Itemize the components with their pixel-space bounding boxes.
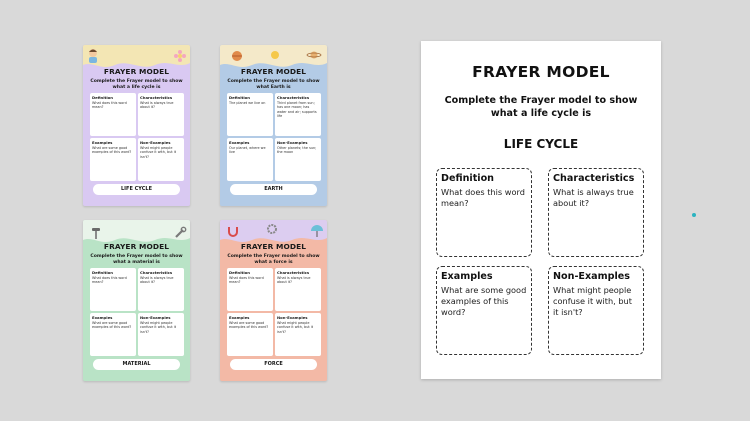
thumbnail-title: FRAYER MODEL <box>240 67 307 76</box>
sheet-definition-box <box>436 168 532 257</box>
sun-icon <box>268 47 282 59</box>
thumbnail-earth[interactable] <box>220 45 327 206</box>
nonexamples-text: What might people confuse it with, but it isn't? <box>553 285 632 317</box>
characteristics-label: Characteristics <box>277 270 310 275</box>
definition-text: What does this word mean? <box>92 276 127 285</box>
examples-box <box>227 313 273 356</box>
topic-label: FORCE <box>230 359 317 370</box>
nonexamples-text: What might people confuse it with, but it isn't? <box>140 321 177 334</box>
sheet-topic: LIFE CYCLE <box>503 137 579 151</box>
characteristics-box <box>275 93 321 136</box>
examples-text: What are some good examples of this word? <box>92 321 132 330</box>
nonexamples-label: Non-Examples <box>553 271 631 282</box>
thumbnail-subtitle: Complete the Frayer model to show what a force is <box>227 254 320 265</box>
worksheet-preview[interactable] <box>421 41 661 379</box>
characteristics-label: Characteristics <box>140 270 173 275</box>
definition-text: What does this word mean? <box>229 276 264 285</box>
thumbnail-subtitle: Complete the Frayer model to show what a material is <box>90 254 183 265</box>
cursor-dot <box>692 213 696 217</box>
examples-label: Examples <box>229 315 250 320</box>
planet-icon <box>230 49 244 63</box>
nonexamples-text: Other planets; the sun; the moon <box>277 146 317 155</box>
nonexamples-text: What might people confuse it with, but it isn't? <box>140 146 177 159</box>
magnet-icon <box>226 224 240 238</box>
definition-text: What does this word mean? <box>441 187 525 208</box>
gear-icon <box>266 223 278 235</box>
topic-label: LIFE CYCLE <box>93 184 180 195</box>
saturn-icon <box>306 49 322 61</box>
examples-label: Examples <box>229 140 250 145</box>
sheet-title: FRAYER MODEL <box>472 63 610 81</box>
definition-box <box>90 268 136 311</box>
thumbnail-title: FRAYER MODEL <box>103 242 170 251</box>
topic-label: MATERIAL <box>93 359 180 370</box>
characteristics-label: Characteristics <box>277 95 310 100</box>
topic-label: EARTH <box>230 184 317 195</box>
nonexamples-label: Non-Examples <box>140 315 171 320</box>
nonexamples-box <box>138 313 184 356</box>
examples-text: What are some good examples of this word? <box>92 146 132 155</box>
nonexamples-label: Non-Examples <box>140 140 171 145</box>
sheet-characteristics-box <box>548 168 644 257</box>
examples-label: Examples <box>441 271 493 282</box>
characteristics-text: What is always true about it? <box>277 276 311 285</box>
definition-box <box>227 93 273 136</box>
thumbnail-subtitle: Complete the Frayer model to show what Earth is <box>227 79 320 90</box>
examples-box <box>90 313 136 356</box>
examples-label: Examples <box>92 315 113 320</box>
wrench-icon <box>173 226 187 240</box>
examples-label: Examples <box>92 140 113 145</box>
definition-label: Definition <box>441 173 494 184</box>
characteristics-box <box>138 93 184 136</box>
characteristics-box <box>275 268 321 311</box>
child-illustration-icon <box>85 47 101 63</box>
sheet-nonexamples-box <box>548 266 644 355</box>
definition-label: Definition <box>229 270 250 275</box>
thumbnail-life-cycle[interactable] <box>83 45 190 206</box>
tools-icon <box>89 226 103 240</box>
flower-icon <box>173 49 187 63</box>
characteristics-text: Third planet from sun; has one moon; has water and air; supports life <box>277 101 317 118</box>
nonexamples-text: What might people confuse it with, but it isn't? <box>277 321 314 334</box>
characteristics-text: What is always true about it? <box>553 187 634 208</box>
umbrella-icon <box>310 224 324 238</box>
sheet-examples-box <box>436 266 532 355</box>
thumbnail-title: FRAYER MODEL <box>240 242 307 251</box>
characteristics-label: Characteristics <box>140 95 173 100</box>
characteristics-text: What is always true about it? <box>140 101 174 110</box>
thumbnail-title: FRAYER MODEL <box>103 67 170 76</box>
thumbnail-force[interactable] <box>220 220 327 381</box>
examples-box <box>227 138 273 181</box>
examples-text: What are some good examples of this word? <box>441 285 527 317</box>
characteristics-text: What is always true about it? <box>140 276 174 285</box>
thumbnail-material[interactable] <box>83 220 190 381</box>
nonexamples-label: Non-Examples <box>277 315 308 320</box>
definition-label: Definition <box>229 95 250 100</box>
characteristics-box <box>138 268 184 311</box>
thumbnail-subtitle: Complete the Frayer model to show what a life cycle is <box>90 79 183 90</box>
sheet-subtitle: Complete the Frayer model to show what a life cycle is <box>444 95 638 119</box>
definition-box <box>90 93 136 136</box>
nonexamples-box <box>275 138 321 181</box>
examples-box <box>90 138 136 181</box>
definition-text: What does this word mean? <box>92 101 127 110</box>
examples-text: Our planet, where we live <box>229 146 266 155</box>
nonexamples-label: Non-Examples <box>277 140 308 145</box>
nonexamples-box <box>275 313 321 356</box>
definition-label: Definition <box>92 95 113 100</box>
nonexamples-box <box>138 138 184 181</box>
examples-text: What are some good examples of this word? <box>229 321 269 330</box>
definition-text: The planet we live on <box>229 101 266 105</box>
characteristics-label: Characteristics <box>553 173 635 184</box>
definition-box <box>227 268 273 311</box>
definition-label: Definition <box>92 270 113 275</box>
